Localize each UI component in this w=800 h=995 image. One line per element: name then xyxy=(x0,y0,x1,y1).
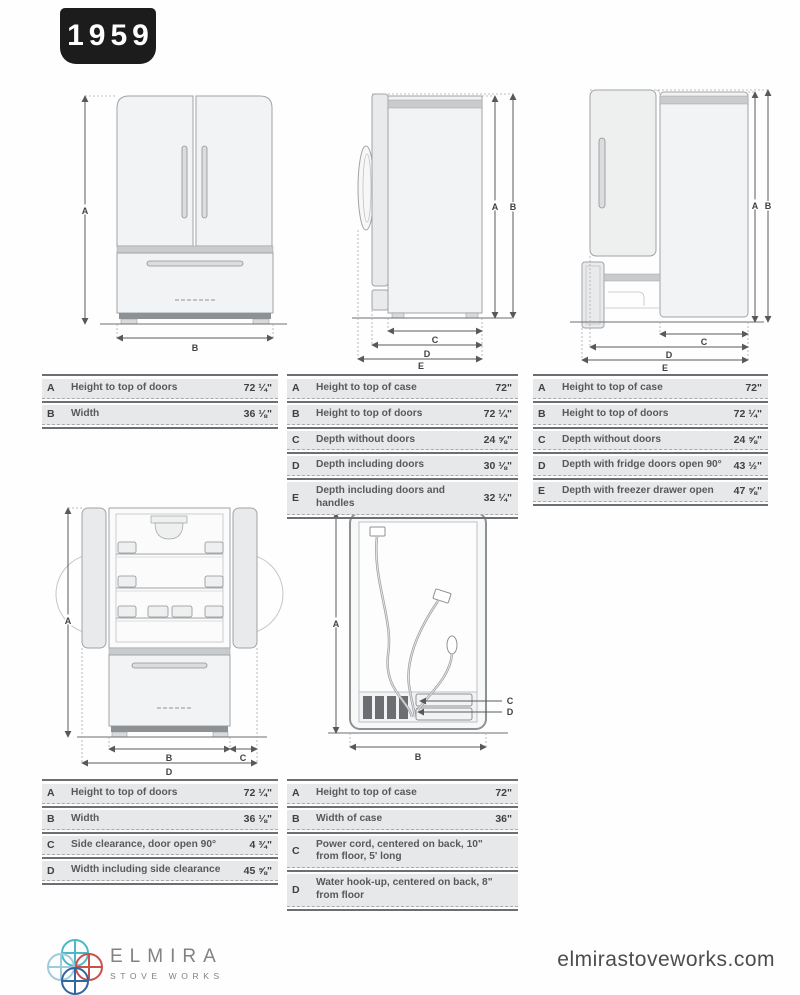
spec-row xyxy=(287,405,518,425)
dim-letter: D xyxy=(506,707,514,717)
spec-row xyxy=(42,861,278,881)
spec-value: 72 ¼" xyxy=(483,408,512,421)
spec-label: Depth without doors xyxy=(562,433,662,445)
spec-key: C xyxy=(538,433,546,446)
front-open-spec-table xyxy=(42,779,278,887)
spec-label: Depth including doors and handles xyxy=(316,485,446,509)
fridge-door-profile xyxy=(372,94,388,286)
spec-key: E xyxy=(538,485,546,498)
back-spec-table xyxy=(287,779,518,913)
dim-letter: A xyxy=(64,616,72,626)
dim-letter: C xyxy=(431,335,439,345)
spec-value: 36 ⅛" xyxy=(243,813,272,826)
freezer-handle xyxy=(132,663,207,668)
spec-row xyxy=(533,379,768,399)
spec-value: 36" xyxy=(495,813,512,826)
dim-letter: A xyxy=(332,619,340,629)
front-view-closed-diagram xyxy=(55,88,290,353)
dim-letter: B xyxy=(191,343,199,353)
dim-letter: A xyxy=(751,201,759,211)
spec-key: B xyxy=(292,813,300,826)
freezer-front-profile xyxy=(372,290,388,310)
fridge-case xyxy=(388,96,482,313)
spec-key: A xyxy=(47,787,55,800)
spec-value: 72" xyxy=(495,382,512,395)
model-year-badge xyxy=(60,8,156,64)
front-view-open-diagram xyxy=(52,496,287,778)
spec-key: B xyxy=(47,813,55,826)
spec-key: A xyxy=(292,382,300,395)
spec-row xyxy=(287,456,518,476)
spec-row xyxy=(287,431,518,451)
brand-wordmark xyxy=(110,946,224,981)
spec-value: 30 ⅛" xyxy=(483,459,512,472)
spec-key: D xyxy=(292,459,300,472)
spec-label: Width of case xyxy=(316,812,383,824)
spec-row xyxy=(287,784,518,804)
spec-value: 32 ¼" xyxy=(483,491,512,504)
brand-name: ELMIRA xyxy=(110,946,223,967)
spec-label: Height to top of case xyxy=(316,382,417,393)
spec-key: B xyxy=(47,408,55,421)
dim-letter: C xyxy=(506,696,514,706)
spec-label: Depth without doors xyxy=(316,433,416,445)
open-right-door xyxy=(233,508,257,648)
spec-value: 47 ⅝" xyxy=(733,485,762,498)
dim-letter: D xyxy=(423,349,431,359)
dim-letter: B xyxy=(509,202,517,212)
spec-key: D xyxy=(538,459,546,472)
right-door-handle xyxy=(202,146,207,218)
spec-row xyxy=(42,784,278,804)
spec-label: Depth with fridge doors open 90° xyxy=(562,459,722,471)
spec-value: 72 ¼" xyxy=(243,787,272,800)
spec-row xyxy=(42,405,278,425)
freezer-handle xyxy=(147,261,243,266)
spec-label: Power cord, centered on back, 10" from floor, 5' long xyxy=(316,838,483,863)
spec-label: Depth with freezer drawer open xyxy=(562,485,714,496)
spec-key: C xyxy=(292,433,300,446)
spec-value: 4 ¾" xyxy=(249,838,272,851)
spec-value: 36 ⅛" xyxy=(243,408,272,421)
cord-plug xyxy=(370,527,385,536)
dim-letter: B xyxy=(414,752,422,762)
spec-label: Width xyxy=(71,812,100,824)
side-open-spec-table xyxy=(533,374,768,508)
spec-key: C xyxy=(47,838,55,851)
spec-label: Depth including doors xyxy=(316,459,425,471)
website-url: elmirastoveworks.com xyxy=(557,948,775,971)
spec-label: Height to top of case xyxy=(562,382,663,393)
dim-letter: D xyxy=(165,767,173,777)
spec-label: Height to top of doors xyxy=(562,407,669,419)
spec-value: 43 ½" xyxy=(733,459,762,472)
spec-value: 72 ¼" xyxy=(243,382,272,395)
spec-key: A xyxy=(47,382,55,395)
dim-letter: C xyxy=(700,337,708,347)
spec-value: 72 ¼" xyxy=(733,408,762,421)
spec-label: Height to top of doors xyxy=(71,382,178,393)
spec-label: Water hook-up, centered on back, 8" from floor xyxy=(316,877,493,901)
spec-key: A xyxy=(538,382,546,395)
spec-row xyxy=(42,836,278,856)
spec-key: B xyxy=(292,408,300,421)
dim-letter: B xyxy=(764,201,772,211)
brand-tagline: STOVE WORKS xyxy=(110,971,224,981)
spec-row xyxy=(287,379,518,399)
fridge-case xyxy=(660,92,748,317)
door-handle xyxy=(599,138,605,208)
spec-key: E xyxy=(292,491,300,504)
elmira-logo xyxy=(44,936,106,995)
spec-value: 45 ⅝" xyxy=(243,864,272,877)
dim-letter: E xyxy=(417,361,425,370)
spec-label: Height to top of doors xyxy=(71,787,178,798)
spec-key: B xyxy=(538,408,546,421)
spec-key: C xyxy=(292,845,300,858)
spec-label: Width including side clearance xyxy=(71,864,221,876)
spec-key: D xyxy=(47,864,55,877)
spec-key: D xyxy=(292,883,300,896)
open-left-door xyxy=(82,508,106,648)
dim-letter: E xyxy=(661,363,669,372)
spec-row xyxy=(287,810,518,830)
spec-row xyxy=(533,431,768,451)
model-year: 1959 xyxy=(67,19,154,52)
dim-letter: A xyxy=(491,202,499,212)
open-freezer-front xyxy=(582,262,604,328)
side-closed-spec-table xyxy=(287,374,518,521)
water-line-end xyxy=(447,636,457,654)
spec-label: Height to top of case xyxy=(316,787,417,798)
dim-letter: A xyxy=(81,206,89,216)
left-door-handle xyxy=(182,146,187,218)
spec-row xyxy=(42,379,278,399)
back-view-diagram xyxy=(318,505,518,770)
spec-label: Side clearance, door open 90° xyxy=(71,838,217,850)
spec-row xyxy=(287,836,518,869)
spec-value: 72" xyxy=(495,787,512,800)
spec-value: 24 ⅝" xyxy=(733,433,762,446)
dim-letter: D xyxy=(665,350,673,360)
freezer-basket xyxy=(604,274,660,281)
front-closed-spec-table xyxy=(42,374,278,431)
spec-key: A xyxy=(292,787,300,800)
spec-label: Width xyxy=(71,407,100,419)
spec-value: 72" xyxy=(745,382,762,395)
spec-row xyxy=(287,874,518,907)
spec-row xyxy=(42,810,278,830)
spec-row xyxy=(287,482,518,515)
spec-label: Height to top of doors xyxy=(316,407,423,419)
dim-letter: B xyxy=(165,753,173,763)
spec-value: 24 ⅝" xyxy=(483,433,512,446)
spec-row xyxy=(533,456,768,476)
spec-row xyxy=(533,405,768,425)
spec-row xyxy=(533,482,768,502)
side-view-open-diagram xyxy=(552,82,772,372)
dim-letter: C xyxy=(239,753,247,763)
side-view-closed-diagram xyxy=(340,88,525,370)
